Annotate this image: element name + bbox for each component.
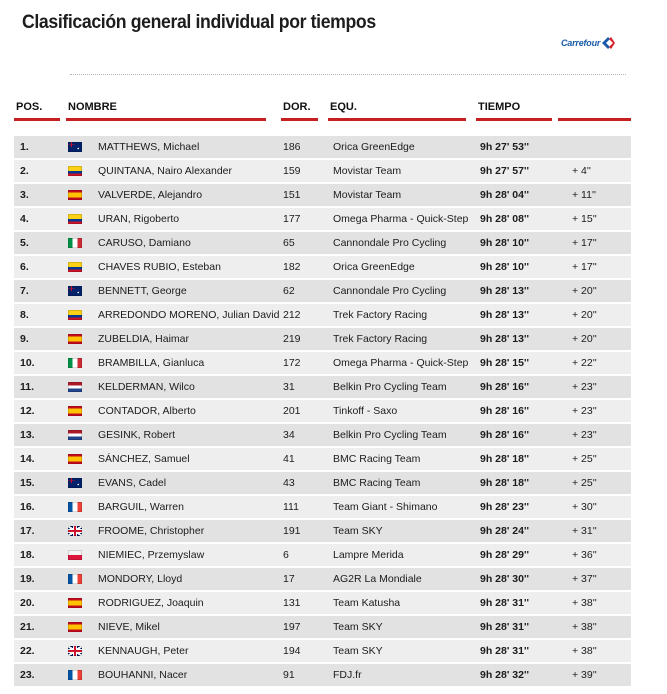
rider-time: 9h 28' 18'' xyxy=(473,472,564,494)
rider-flag xyxy=(54,376,98,398)
rider-gap: + 30'' xyxy=(564,496,631,518)
united-kingdom-flag-icon xyxy=(68,526,82,536)
rider-name: KENNAUGH, Peter xyxy=(98,640,283,662)
australia-flag-icon xyxy=(68,142,82,152)
rider-flag xyxy=(54,208,98,230)
rider-name: KELDERMAN, Wilco xyxy=(98,376,283,398)
rider-flag xyxy=(54,592,98,614)
rider-team: FDJ.fr xyxy=(333,664,473,686)
rider-bib: 186 xyxy=(283,136,333,158)
spain-flag-icon xyxy=(68,334,82,344)
rider-time: 9h 28' 29'' xyxy=(473,544,564,566)
rider-time: 9h 28' 24'' xyxy=(473,520,564,542)
rider-name: GESINK, Robert xyxy=(98,424,283,446)
rider-name: BOUHANNI, Nacer xyxy=(98,664,283,686)
rider-bib: 194 xyxy=(283,640,333,662)
colombia-flag-icon xyxy=(68,214,82,224)
rider-time: 9h 28' 18'' xyxy=(473,448,564,470)
rider-time: 9h 28' 13'' xyxy=(473,304,564,326)
rider-gap: + 20'' xyxy=(564,304,631,326)
rider-name: BRAMBILLA, Gianluca xyxy=(98,352,283,374)
rider-flag xyxy=(54,328,98,350)
rider-flag xyxy=(54,280,98,302)
rider-flag xyxy=(54,232,98,254)
rider-flag xyxy=(54,616,98,638)
rider-bib: 191 xyxy=(283,520,333,542)
rider-time: 9h 28' 04'' xyxy=(473,184,564,206)
rider-name: NIEVE, Mikel xyxy=(98,616,283,638)
header-pos: POS. xyxy=(14,101,60,123)
rider-team: Omega Pharma - Quick-Step xyxy=(333,352,473,374)
rider-name: BARGUIL, Warren xyxy=(98,496,283,518)
rider-name: QUINTANA, Nairo Alexander xyxy=(98,160,283,182)
france-flag-icon xyxy=(68,502,82,512)
rider-bib: 65 xyxy=(283,232,333,254)
rider-team: Lampre Merida xyxy=(333,544,473,566)
rider-position: 5. xyxy=(14,232,54,254)
rider-time: 9h 27' 57'' xyxy=(473,160,564,182)
rider-position: 11. xyxy=(14,376,54,398)
rider-position: 14. xyxy=(14,448,54,470)
rider-flag xyxy=(54,136,98,158)
table-row[interactable] xyxy=(14,448,631,470)
rider-gap: + 23'' xyxy=(564,424,631,446)
rider-team: AG2R La Mondiale xyxy=(333,568,473,590)
rider-position: 16. xyxy=(14,496,54,518)
header-name: NOMBRE xyxy=(66,101,266,123)
title-divider xyxy=(70,74,626,75)
rider-name: VALVERDE, Alejandro xyxy=(98,184,283,206)
table-row[interactable] xyxy=(14,280,631,302)
rider-time: 9h 28' 10'' xyxy=(473,256,564,278)
rider-bib: 111 xyxy=(283,496,333,518)
rider-flag xyxy=(54,160,98,182)
rider-bib: 6 xyxy=(283,544,333,566)
rider-name: ARREDONDO MORENO, Julian David xyxy=(98,304,283,326)
rider-bib: 34 xyxy=(283,424,333,446)
table-row[interactable] xyxy=(14,184,631,206)
rider-name: URAN, Rigoberto xyxy=(98,208,283,230)
rider-team: Movistar Team xyxy=(333,160,473,182)
spain-flag-icon xyxy=(68,598,82,608)
rider-bib: 172 xyxy=(283,352,333,374)
table-row[interactable] xyxy=(14,160,631,182)
spain-flag-icon xyxy=(68,190,82,200)
table-row[interactable] xyxy=(14,400,631,422)
rider-name: MATTHEWS, Michael xyxy=(98,136,283,158)
rider-team: Trek Factory Racing xyxy=(333,304,473,326)
rider-flag xyxy=(54,352,98,374)
rider-gap: + 20'' xyxy=(564,328,631,350)
table-row[interactable] xyxy=(14,568,631,590)
rider-position: 13. xyxy=(14,424,54,446)
rider-position: 18. xyxy=(14,544,54,566)
rider-position: 7. xyxy=(14,280,54,302)
table-row[interactable] xyxy=(14,304,631,326)
rider-position: 17. xyxy=(14,520,54,542)
rider-team: Team SKY xyxy=(333,520,473,542)
header-time: TIEMPO xyxy=(476,101,552,123)
rider-gap: + 37'' xyxy=(564,568,631,590)
rider-team: Movistar Team xyxy=(333,184,473,206)
rider-gap: + 36'' xyxy=(564,544,631,566)
rider-team: Cannondale Pro Cycling xyxy=(333,232,473,254)
rider-gap: + 4'' xyxy=(564,160,631,182)
table-row[interactable] xyxy=(14,592,631,614)
header-team: EQU. xyxy=(328,101,466,123)
rider-team: BMC Racing Team xyxy=(333,448,473,470)
rider-time: 9h 28' 30'' xyxy=(473,568,564,590)
table-row[interactable] xyxy=(14,640,631,662)
table-row[interactable] xyxy=(14,424,631,446)
table-row[interactable] xyxy=(14,496,631,518)
poland-flag-icon xyxy=(68,550,82,560)
rider-time: 9h 28' 32'' xyxy=(473,664,564,686)
rider-flag xyxy=(54,664,98,686)
rider-bib: 41 xyxy=(283,448,333,470)
rider-team: Cannondale Pro Cycling xyxy=(333,280,473,302)
rider-gap: + 11'' xyxy=(564,184,631,206)
rider-time: 9h 28' 15'' xyxy=(473,352,564,374)
rider-flag xyxy=(54,640,98,662)
rider-position: 9. xyxy=(14,328,54,350)
header-gap xyxy=(558,101,631,123)
spain-flag-icon xyxy=(68,406,82,416)
rider-gap: + 23'' xyxy=(564,376,631,398)
rider-flag xyxy=(54,424,98,446)
rider-gap: + 17'' xyxy=(564,256,631,278)
rider-team: Team Giant - Shimano xyxy=(333,496,473,518)
netherlands-flag-icon xyxy=(68,382,82,392)
rider-bib: 219 xyxy=(283,328,333,350)
colombia-flag-icon xyxy=(68,262,82,272)
rider-gap: + 39'' xyxy=(564,664,631,686)
rider-gap: + 25'' xyxy=(564,472,631,494)
rider-gap: + 25'' xyxy=(564,448,631,470)
rider-position: 10. xyxy=(14,352,54,374)
rider-time: 9h 28' 08'' xyxy=(473,208,564,230)
rider-position: 19. xyxy=(14,568,54,590)
rider-position: 15. xyxy=(14,472,54,494)
rider-position: 8. xyxy=(14,304,54,326)
rider-gap: + 23'' xyxy=(564,400,631,422)
rider-team: Team SKY xyxy=(333,640,473,662)
table-row[interactable] xyxy=(14,208,631,230)
italy-flag-icon xyxy=(68,358,82,368)
rider-position: 21. xyxy=(14,616,54,638)
rider-time: 9h 28' 23'' xyxy=(473,496,564,518)
rider-time: 9h 28' 16'' xyxy=(473,400,564,422)
rider-gap: + 38'' xyxy=(564,592,631,614)
table-row[interactable] xyxy=(14,616,631,638)
rider-bib: 62 xyxy=(283,280,333,302)
sponsor-name: Carrefour xyxy=(561,38,601,48)
rider-gap xyxy=(564,136,631,158)
rider-position: 6. xyxy=(14,256,54,278)
rider-team: BMC Racing Team xyxy=(333,472,473,494)
rider-bib: 151 xyxy=(283,184,333,206)
rider-name: BENNETT, George xyxy=(98,280,283,302)
spain-flag-icon xyxy=(68,622,82,632)
colombia-flag-icon xyxy=(68,310,82,320)
rider-team: Team Katusha xyxy=(333,592,473,614)
rider-team: Team SKY xyxy=(333,616,473,638)
table-row[interactable] xyxy=(14,352,631,374)
rider-gap: + 38'' xyxy=(564,616,631,638)
rider-gap: + 20'' xyxy=(564,280,631,302)
rider-time: 9h 27' 53'' xyxy=(473,136,564,158)
france-flag-icon xyxy=(68,670,82,680)
rider-time: 9h 28' 13'' xyxy=(473,328,564,350)
table-row[interactable] xyxy=(14,136,631,158)
rider-gap: + 31'' xyxy=(564,520,631,542)
rider-gap: + 17'' xyxy=(564,232,631,254)
australia-flag-icon xyxy=(68,478,82,488)
rider-team: Belkin Pro Cycling Team xyxy=(333,424,473,446)
rider-name: ZUBELDIA, Haimar xyxy=(98,328,283,350)
rider-team: Omega Pharma - Quick-Step xyxy=(333,208,473,230)
table-row[interactable] xyxy=(14,232,631,254)
rider-position: 20. xyxy=(14,592,54,614)
rider-flag xyxy=(54,304,98,326)
rider-bib: 43 xyxy=(283,472,333,494)
united-kingdom-flag-icon xyxy=(68,646,82,656)
table-row[interactable] xyxy=(14,520,631,542)
rider-flag xyxy=(54,472,98,494)
rider-name: CARUSO, Damiano xyxy=(98,232,283,254)
rider-gap: + 22'' xyxy=(564,352,631,374)
rider-flag xyxy=(54,256,98,278)
colombia-flag-icon xyxy=(68,166,82,176)
rider-position: 1. xyxy=(14,136,54,158)
rider-bib: 182 xyxy=(283,256,333,278)
page-title: Clasificación general individual por tiempos xyxy=(22,12,376,33)
rider-position: 22. xyxy=(14,640,54,662)
rider-name: SÁNCHEZ, Samuel xyxy=(98,448,283,470)
table-row[interactable] xyxy=(14,664,631,686)
table-row[interactable] xyxy=(14,472,631,494)
rider-time: 9h 28' 13'' xyxy=(473,280,564,302)
rider-team: Tinkoff - Saxo xyxy=(333,400,473,422)
rider-flag xyxy=(54,544,98,566)
rider-bib: 212 xyxy=(283,304,333,326)
rider-flag xyxy=(54,400,98,422)
rider-bib: 17 xyxy=(283,568,333,590)
italy-flag-icon xyxy=(68,238,82,248)
rider-bib: 201 xyxy=(283,400,333,422)
rider-time: 9h 28' 10'' xyxy=(473,232,564,254)
rider-name: CHAVES RUBIO, Esteban xyxy=(98,256,283,278)
rider-flag xyxy=(54,568,98,590)
table-row[interactable] xyxy=(14,328,631,350)
table-header xyxy=(14,101,631,123)
carrefour-logo-icon xyxy=(602,37,615,49)
rider-time: 9h 28' 31'' xyxy=(473,592,564,614)
rider-time: 9h 28' 16'' xyxy=(473,424,564,446)
rider-bib: 159 xyxy=(283,160,333,182)
france-flag-icon xyxy=(68,574,82,584)
rider-bib: 91 xyxy=(283,664,333,686)
rider-position: 12. xyxy=(14,400,54,422)
rider-name: EVANS, Cadel xyxy=(98,472,283,494)
sponsor-logo[interactable] xyxy=(561,36,615,50)
rider-team: Orica GreenEdge xyxy=(333,136,473,158)
classification-table xyxy=(14,134,631,688)
rider-flag xyxy=(54,184,98,206)
rider-name: CONTADOR, Alberto xyxy=(98,400,283,422)
rider-flag xyxy=(54,496,98,518)
rider-position: 2. xyxy=(14,160,54,182)
table-row[interactable] xyxy=(14,376,631,398)
rider-bib: 131 xyxy=(283,592,333,614)
rider-team: Trek Factory Racing xyxy=(333,328,473,350)
table-row[interactable] xyxy=(14,256,631,278)
rider-team: Belkin Pro Cycling Team xyxy=(333,376,473,398)
rider-flag xyxy=(54,448,98,470)
rider-time: 9h 28' 16'' xyxy=(473,376,564,398)
header-bib: DOR. xyxy=(281,101,318,123)
rider-bib: 177 xyxy=(283,208,333,230)
rider-time: 9h 28' 31'' xyxy=(473,616,564,638)
rider-position: 3. xyxy=(14,184,54,206)
rider-flag xyxy=(54,520,98,542)
rider-position: 23. xyxy=(14,664,54,686)
netherlands-flag-icon xyxy=(68,430,82,440)
table-row[interactable] xyxy=(14,544,631,566)
new-zealand-flag-icon xyxy=(68,286,82,296)
rider-time: 9h 28' 31'' xyxy=(473,640,564,662)
rider-name: RODRIGUEZ, Joaquin xyxy=(98,592,283,614)
spain-flag-icon xyxy=(68,454,82,464)
rider-gap: + 38'' xyxy=(564,640,631,662)
rider-gap: + 15'' xyxy=(564,208,631,230)
rider-name: NIEMIEC, Przemyslaw xyxy=(98,544,283,566)
rider-team: Orica GreenEdge xyxy=(333,256,473,278)
rider-name: MONDORY, Lloyd xyxy=(98,568,283,590)
rider-name: FROOME, Christopher xyxy=(98,520,283,542)
rider-bib: 31 xyxy=(283,376,333,398)
rider-bib: 197 xyxy=(283,616,333,638)
rider-position: 4. xyxy=(14,208,54,230)
